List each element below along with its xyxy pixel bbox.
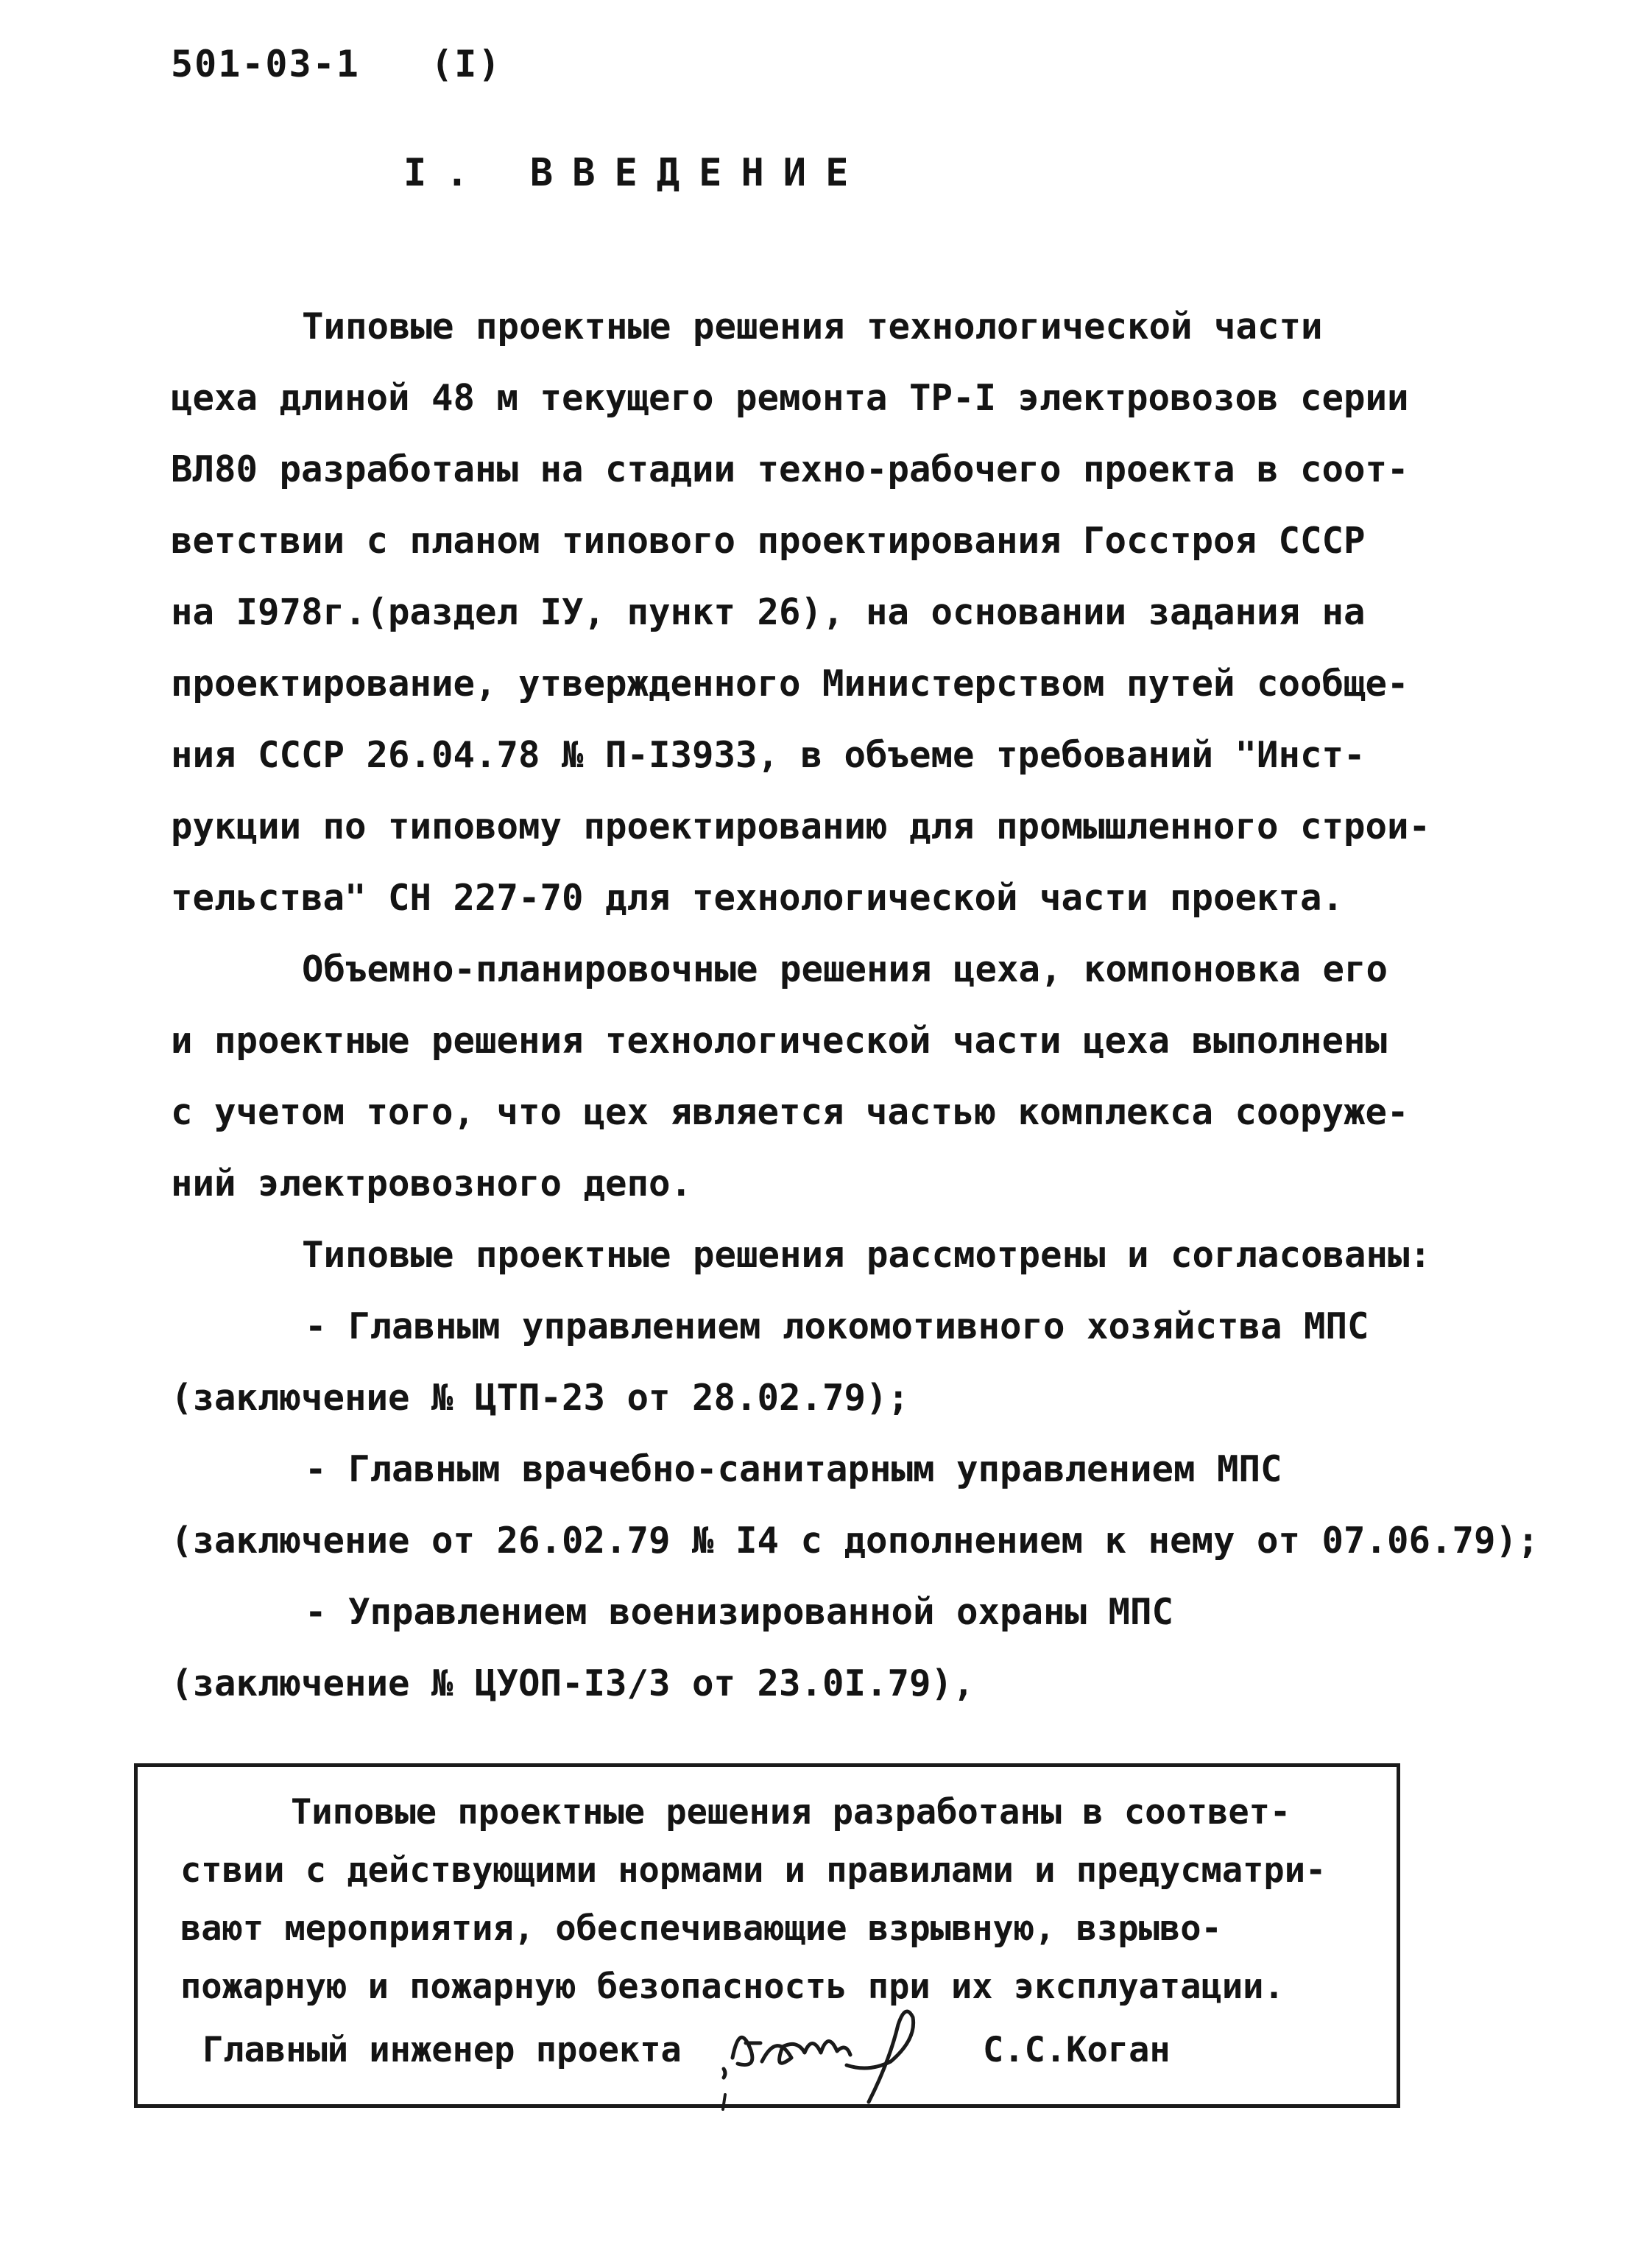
approval-item-2: - Главным врачебно-санитарным управлением МПС <box>305 1448 1282 1490</box>
paragraph-2-line-2: и проектные решения технологической части цеха выполнены <box>171 1020 1388 1062</box>
paragraph-1-line-2: цеха длиной 48 м текущего ремонта ТР-I электровозов серии <box>171 377 1409 419</box>
paragraph-3-line-1: Типовые проектные решения рассмотрены и согласованы: <box>302 1234 1432 1276</box>
handwritten-signature <box>718 1999 983 2117</box>
signatory-role: Главный инженер проекта <box>202 2030 682 2070</box>
paragraph-1-line-6: проектирование, утвержденного Министерством путей сообще- <box>171 663 1409 705</box>
safety-note-text <box>180 1783 1388 2016</box>
note-line-2: ствии с действующими нормами и правилами и предусматри- <box>180 1850 1327 1891</box>
paragraph-1-line-7: ния СССР 26.04.78 № П-I3933, в объеме требований "Инст- <box>171 734 1366 776</box>
approval-item-1: - Главным управлением локомотивного хозяйства МПС <box>305 1305 1369 1347</box>
body-text <box>171 291 1539 1719</box>
note-line-4: пожарную и пожарную безопасность при их эксплуатации. <box>180 1967 1285 2007</box>
paragraph-1-line-3: ВЛ80 разработаны на стадии техно-рабочего проекта в соот- <box>171 448 1409 490</box>
approval-item-1-conclusion: (заключение № ЦТП-23 от 28.02.79); <box>171 1377 910 1419</box>
paragraph-2-line-3: с учетом того, что цех является частью комплекса сооруже- <box>171 1091 1409 1133</box>
note-line-3: вают мероприятия, обеспечивающие взрывную, взрыво- <box>180 1908 1222 1949</box>
paragraph-1-line-1: Типовые проектные решения технологической части <box>302 306 1323 348</box>
paragraph-1-line-5: на I978г.(раздел IУ, пункт 26), на основании задания на <box>171 591 1366 633</box>
document-code <box>171 43 501 85</box>
safety-note-box <box>134 1763 1400 2108</box>
approval-item-3: - Управлением военизированной охраны МПС <box>305 1591 1174 1633</box>
paragraph-1-line-8: рукции по типовому проектированию для промышленного строи- <box>171 805 1431 847</box>
note-line-1: Типовые проектные решения разработаны в соответ- <box>291 1792 1291 1833</box>
section-title: I. ВВЕДЕНИЕ <box>403 151 868 195</box>
document-number: 501-03-1 <box>171 43 360 85</box>
paragraph-1-line-4: ветствии с планом типового проектирования Госстроя СССР <box>171 520 1366 562</box>
paragraph-2-line-1: Объемно-планировочные решения цеха, компоновка его <box>302 948 1388 990</box>
approval-item-3-conclusion: (заключение № ЦУОП-I3/3 от 23.0I.79), <box>171 1662 975 1704</box>
signature-block <box>202 2021 1351 2087</box>
paragraph-1-line-9: тельства" СН 227-70 для технологической части проекта. <box>171 877 1344 919</box>
approval-item-2-conclusion: (заключение от 26.02.79 № I4 с дополнением к нему от 07.06.79); <box>171 1520 1539 1562</box>
sheet-mark: (I) <box>431 43 502 85</box>
paragraph-2-line-4: ний электровозного депо. <box>171 1163 693 1204</box>
signatory-name: С.С.Коган <box>983 2030 1171 2070</box>
